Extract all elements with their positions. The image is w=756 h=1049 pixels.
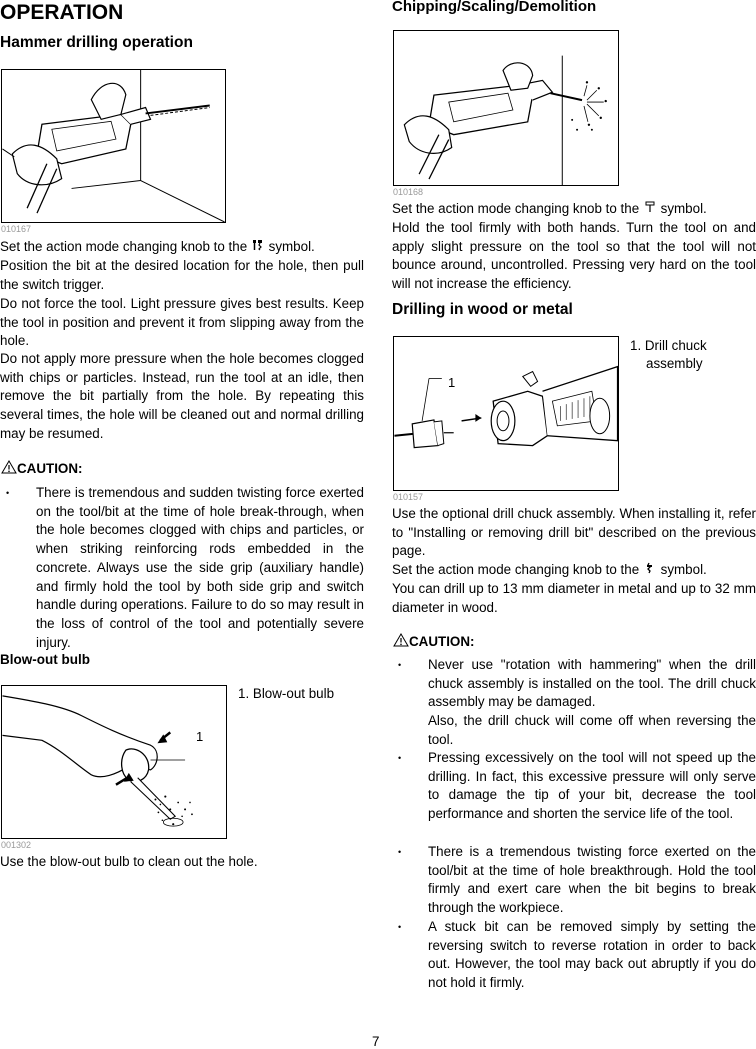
drill-chuck-callout: 1 xyxy=(448,375,456,390)
figure-code: 001302 xyxy=(1,840,32,850)
blow-out-bulb-illustration xyxy=(2,686,226,838)
blow-out-paragraph: Use the blow-out bulb to clean out the hole. xyxy=(0,854,258,869)
hammer-paragraph-1: Set the action mode changing knob to the symbol. xyxy=(0,238,364,257)
figure-code: 010167 xyxy=(1,224,32,234)
hammer-drilling-heading: Hammer drilling operation xyxy=(0,34,193,51)
chipping-paragraph-1: Set the action mode changing knob to the symbol. xyxy=(392,200,756,219)
chipping-heading: Chipping/Scaling/Demolition xyxy=(392,0,597,15)
caution-item: • Never use "rotation with hammering" when the drill chuck assembly is installed on the tool. The drill chuck assembly may be damaged. xyxy=(398,657,756,710)
hammer-drill-symbol-icon xyxy=(251,238,265,257)
page-number: 7 xyxy=(372,1034,380,1049)
caution-item: • A stuck bit can be removed simply by setting the reversing switch to reverse rotation in order to back out. However, the tool may back out abruptly if you do not hold it firmly. xyxy=(398,919,756,991)
drilling-paragraph-3: You can drill up to 13 mm diameter in metal and up to 32 mm diameter in wood. xyxy=(392,581,756,615)
blow-out-legend: 1. Blow-out bulb xyxy=(238,686,335,701)
drill-chuck-legend-line-2: assembly xyxy=(646,356,703,371)
chipping-paragraph-2: Hold the tool firmly with both hands. Turn the tool on and apply slight pressure on the tool so that the tool will not bounce around, uncontrolled. Pressing very hard on the tool will not increase the efficiency. xyxy=(392,220,756,292)
figure-code: 010157 xyxy=(393,492,424,502)
drill-chuck-figure xyxy=(393,336,619,491)
hammer-drill-illustration xyxy=(2,70,225,222)
blow-out-bulb-figure xyxy=(1,685,227,839)
caution-item: • There is a tremendous twisting force exerted on the tool/bit at the time of hole breakthrough. Hold the tool firmly and exert care when the bit begins to break through the workpiece. xyxy=(398,844,756,916)
drilling-heading: Drilling in wood or metal xyxy=(392,301,573,318)
chipping-figure xyxy=(393,30,619,186)
caution-heading: CAUTION: xyxy=(1,460,82,476)
rotation-only-symbol-icon xyxy=(643,561,657,580)
drilling-paragraph-1: Use the optional drill chuck assembly. When installing it, refer to "Installing or removing drill bit" described on the previous page. xyxy=(392,506,756,559)
drill-chuck-illustration xyxy=(394,337,618,490)
page-title: OPERATION xyxy=(0,1,124,24)
hammer-only-symbol-icon xyxy=(643,200,657,219)
chipping-illustration xyxy=(394,31,618,185)
blow-out-callout: 1 xyxy=(196,729,204,744)
drill-chuck-legend-line-1: 1. Drill chuck xyxy=(630,338,707,353)
blow-out-bulb-heading: Blow-out bulb xyxy=(0,652,90,667)
hammer-paragraph-3: Do not force the tool. Light pressure gives best results. Keep the tool in position and prevent it from slipping away from the hole. xyxy=(0,296,364,349)
caution-item: • There is tremendous and sudden twisting force exerted on the tool/bit at the time of hole break-through, when the hole becomes clogged with chips and particles, or when striking reinforcing rods embedded in the concrete. Always use the side grip (auxiliary handle) and firmly hold the tool by both side grip and switch handle during operations. Failure to do so may result in the loss of control of the tool and potentially severe injury. xyxy=(6,485,364,650)
figure-code: 010168 xyxy=(393,187,424,197)
hammer-paragraph-2: Position the bit at the desired location for the hole, then pull the switch trigger. xyxy=(0,258,364,292)
caution-item: • Pressing excessively on the tool will not speed up the drilling. In fact, this excessive pressure will only serve to damage the tip of your bit, decrease the tool performance and shorten the service life of the tool. xyxy=(398,750,756,822)
warning-triangle-icon xyxy=(1,461,17,476)
hammer-paragraph-4: Do not apply more pressure when the hole becomes clogged with chips or particles. Instead, run the tool at an idle, then remove the bit partially from the hole. By repeating this several times, the hole will be cleaned out and normal drilling may be resumed. xyxy=(0,351,364,441)
warning-triangle-icon xyxy=(393,634,409,649)
drilling-paragraph-2: Set the action mode changing knob to the symbol. xyxy=(392,561,756,580)
hammer-drilling-figure xyxy=(1,69,226,223)
caution-item-continuation: Also, the drill chuck will come off when reversing the tool. xyxy=(428,713,756,747)
caution-heading: CAUTION: xyxy=(393,633,474,649)
